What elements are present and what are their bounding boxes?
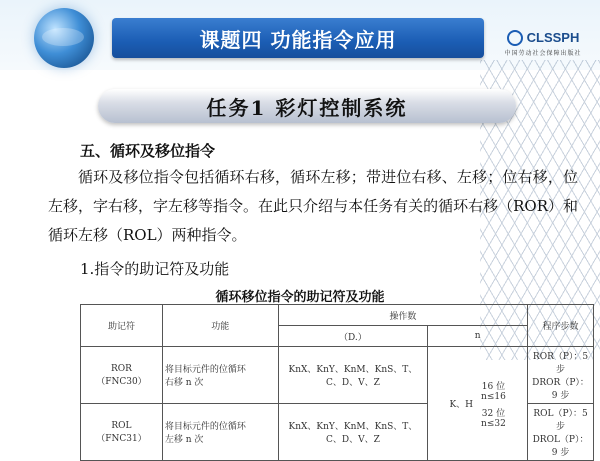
logo-mark-icon [507, 30, 523, 46]
row-function [162, 347, 278, 404]
n-bit32-range: n≤32 [481, 418, 506, 429]
operands-line: C、D、V、Z [325, 378, 380, 388]
operands-line: KnX、KnY、KnM、KnS、T、 [288, 422, 418, 432]
function-line: 左移 n 次 [164, 435, 204, 445]
operands-line: KnX、KnY、KnM、KnS、T、 [288, 365, 418, 375]
course-title: 课题四 功能指令应用 [199, 27, 397, 52]
table-row [81, 347, 594, 404]
globe-icon [34, 8, 94, 68]
n-bit16: 16 位 [481, 381, 506, 392]
header-operands: 操作数 [278, 305, 527, 326]
header-steps: 程序步数 [528, 305, 594, 347]
table-caption: 循环移位指令的助记符及功能 [215, 290, 385, 305]
function-line: 将目标元件的位循环 [164, 422, 246, 432]
task-title: 任务1 彩灯控制系统 [206, 95, 408, 120]
n-bit32: 32 位 [481, 408, 506, 419]
section-paragraph: 循环及移位指令包括循环右移，循环左移；带进位右移、左移；位右移，位左移，字右移，字左移等指令。在此只介绍与本任务有关的循环右移（ROR）和循环左移（ROL）两种指令。 [48, 168, 578, 244]
steps-line: DROL（P）：9 步 [532, 435, 589, 458]
instruction-table [80, 304, 594, 461]
steps-line: ROR（P）：5 步 [532, 352, 589, 375]
row-mnemonic [81, 404, 163, 461]
steps-line: ROL（P）：5 步 [533, 409, 588, 432]
task-title-bar [98, 89, 516, 123]
mnemonic-main: ROL [111, 420, 132, 431]
operands-n-cell [428, 347, 528, 461]
header-function: 功能 [162, 305, 278, 347]
logo-text: CLSSPH [526, 30, 580, 45]
course-title-bar [112, 18, 484, 58]
row-steps [528, 347, 594, 404]
row-function [162, 404, 278, 461]
publisher-logo [492, 24, 594, 62]
steps-line: DROR（P）：9 步 [532, 378, 589, 401]
row-operands-d [278, 347, 428, 404]
row-mnemonic [81, 347, 163, 404]
n-kh: K、H [449, 400, 474, 410]
row-operands-d [278, 404, 428, 461]
function-line: 右移 n 次 [164, 378, 204, 388]
subheading: 1.指令的助记符及功能 [80, 260, 230, 278]
n-bit16-range: n≤16 [481, 391, 506, 402]
logo-subtitle: 中国劳动社会保障出版社 [504, 49, 582, 57]
header-n-column: n [428, 326, 528, 347]
section-heading: 五、循环及移位指令 [80, 142, 216, 160]
mnemonic-code: （FNC30） [96, 376, 147, 387]
mnemonic-code: （FNC31） [96, 433, 147, 444]
mnemonic-main: ROR [110, 363, 132, 374]
row-steps [528, 404, 594, 461]
function-line: 将目标元件的位循环 [164, 365, 246, 375]
header-d-column: （D.） [278, 326, 428, 347]
header-mnemonic: 助记符 [81, 305, 163, 347]
operands-line: C、D、V、Z [325, 435, 380, 445]
